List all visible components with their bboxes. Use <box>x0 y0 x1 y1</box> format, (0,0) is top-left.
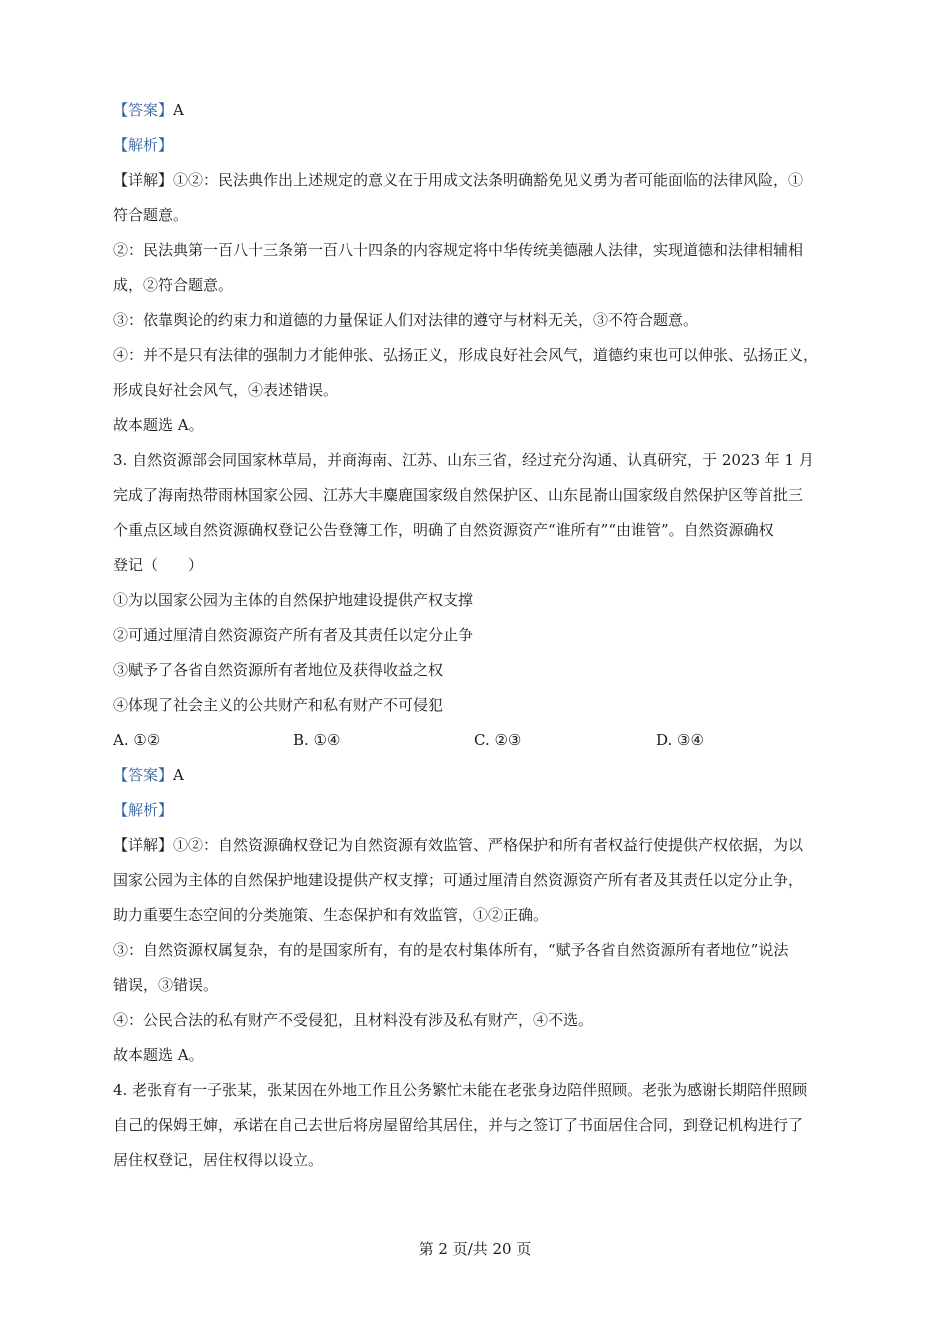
answer-line <box>113 93 843 128</box>
conclusion-line: 故本题选 A。 <box>113 1046 204 1064</box>
detail-line: ④：并不是只有法律的强制力才能伸张、弘扬正义，形成良好社会风气，道德约束也可以伸张、弘扬正义， <box>113 346 819 364</box>
statement-item: ③赋予了各省自然资源所有者地位及获得收益之权 <box>113 661 444 679</box>
page-content <box>113 93 843 1178</box>
answer-line <box>113 758 843 793</box>
detail-tag: 【详解】 <box>113 171 174 189</box>
analysis-line <box>113 793 843 828</box>
detail-line: ③：依靠舆论的约束力和道德的力量保证人们对法律的遵守与材料无关，③不符合题意。 <box>113 311 699 329</box>
detail-line: 符合题意。 <box>113 206 189 224</box>
detail-line <box>113 163 843 198</box>
detail-line: ③：自然资源权属复杂，有的是国家所有，有的是农村集体所有，“赋予各省自然资源所有者地位”说法 <box>113 941 789 959</box>
detail-line: ②：民法典第一百八十三条第一百八十四条的内容规定将中华传统美德融人法律，实现道德和法律相辅相 <box>113 241 804 259</box>
question-stem-line: 居住权登记，居住权得以设立。 <box>113 1151 324 1169</box>
detail-tag: 【详解】 <box>113 836 174 854</box>
detail-line: 成，②符合题意。 <box>113 276 234 294</box>
detail-line: 助力重要生态空间的分类施策、生态保护和有效监管，①②正确。 <box>113 906 549 924</box>
option-a: A. ①② <box>113 731 161 749</box>
detail-line: 形成良好社会风气，④表述错误。 <box>113 381 339 399</box>
conclusion-line: 故本题选 A。 <box>113 416 204 434</box>
question-stem-line: 个重点区域自然资源确权登记公告登簿工作，明确了自然资源资产“谁所有”“由谁管”。自然资源确权 <box>113 521 774 539</box>
question-stem-line: 3. 自然资源部会同国家林草局，并商海南、江苏、山东三省，经过充分沟通、认真研究，于 2023 年 1 月 <box>113 451 814 469</box>
answer-options <box>113 723 843 758</box>
statement-item: ②可通过厘清自然资源资产所有者及其责任以定分止争 <box>113 626 474 644</box>
analysis-tag: 【解析】 <box>113 136 174 154</box>
statement-item: ①为以国家公园为主体的自然保护地建设提供产权支撑 <box>113 591 474 609</box>
statement-item: ④体现了社会主义的公共财产和私有财产不可侵犯 <box>113 696 444 714</box>
answer-value: A <box>173 766 184 784</box>
answer-tag: 【答案】 <box>113 766 174 784</box>
analysis-tag: 【解析】 <box>113 801 174 819</box>
answer-value: A <box>173 101 184 119</box>
page-number: 第 2 页/共 20 页 <box>418 1240 532 1258</box>
detail-text: ①②：自然资源确权登记为自然资源有效监管、严格保护和所有者权益行使提供产权依据，为以 <box>173 836 804 854</box>
question-stem-line: 自己的保姆王婶，承诺在自己去世后将房屋留给其居住，并与之签订了书面居住合同，到登记机构进行了 <box>113 1116 804 1134</box>
detail-line: 错误，③错误。 <box>113 976 219 994</box>
detail-text: ①②：民法典作出上述规定的意义在于用成文法条明确豁免见义勇为者可能面临的法律风险，① <box>173 171 804 189</box>
detail-line: 国家公园为主体的自然保护地建设提供产权支撑；可通过厘清自然资源资产所有者及其责任以定分止争， <box>113 871 804 889</box>
option-c: C. ②③ <box>474 731 522 749</box>
answer-tag: 【答案】 <box>113 101 174 119</box>
question-stem-line: 4. 老张育有一子张某，张某因在外地工作且公务繁忙未能在老张身边陪伴照顾。老张为感谢长期陪伴照顾 <box>113 1081 808 1099</box>
option-d: D. ③④ <box>656 731 704 749</box>
detail-line <box>113 828 843 863</box>
analysis-line <box>113 128 843 163</box>
detail-line: ④：公民合法的私有财产不受侵犯，且材料没有涉及私有财产，④不选。 <box>113 1011 594 1029</box>
question-stem-line: 完成了海南热带雨林国家公园、江苏大丰麋鹿国家级自然保护区、山东昆嵛山国家级自然保护区等首批三 <box>113 486 804 504</box>
question-stem-line: 登记（ ） <box>113 556 204 574</box>
option-b: B. ①④ <box>293 731 341 749</box>
